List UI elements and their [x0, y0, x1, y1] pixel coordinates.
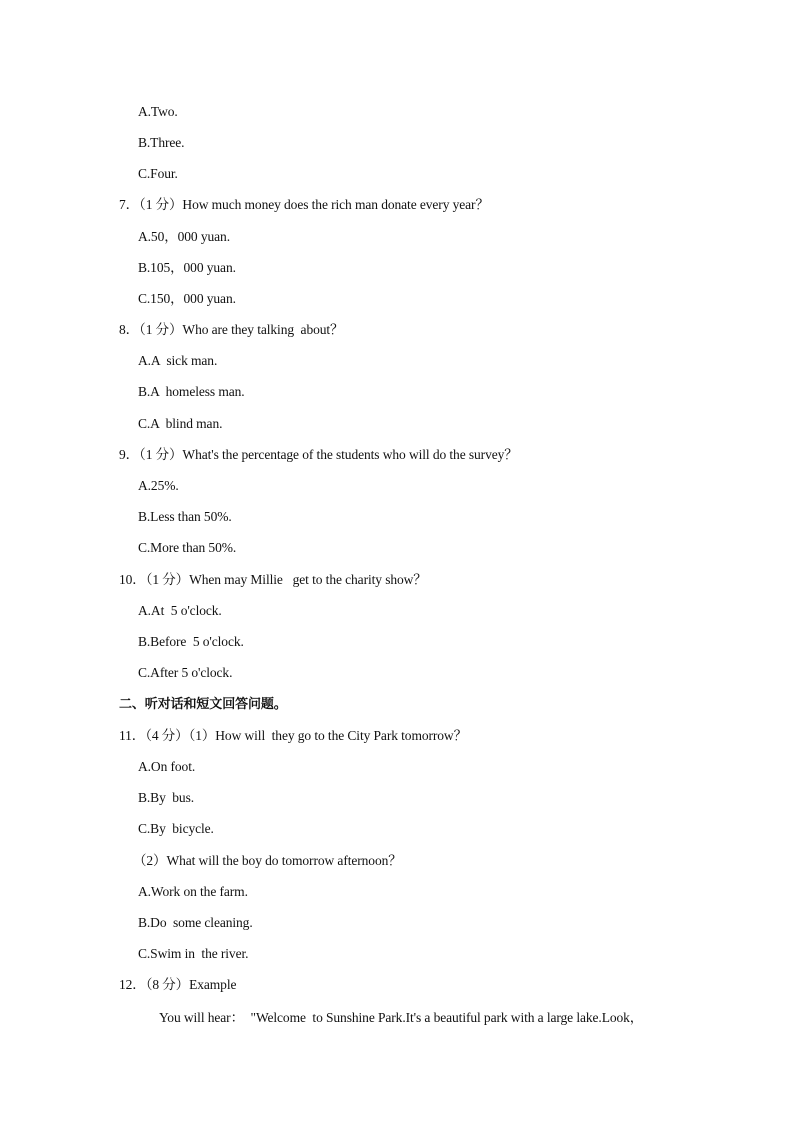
- q11-2-option-b: B.Do some cleaning.: [138, 915, 253, 930]
- question-10: 10．（1 分）When may Millie get to the charity show？: [119, 572, 427, 587]
- q8-option-b: B.A homeless man.: [138, 384, 245, 399]
- q9-option-b: B.Less than 50%.: [138, 509, 232, 524]
- q6-option-c: C.Four.: [138, 166, 178, 181]
- question-12: 12．（8 分）Example: [119, 977, 237, 992]
- q9-option-c: C.More than 50%.: [138, 540, 237, 555]
- q7-option-b: B.105，000 yuan.: [138, 260, 236, 275]
- q10-option-a: A.At 5 o'clock.: [138, 603, 222, 618]
- q8-option-c: C.A blind man.: [138, 416, 223, 431]
- q10-option-b: B.Before 5 o'clock.: [138, 634, 244, 649]
- section-heading: 二、听对话和短文回答问题。: [119, 697, 287, 712]
- q7-option-c: C.150，000 yuan.: [138, 291, 236, 306]
- q10-option-c: C.After 5 o'clock.: [138, 665, 233, 680]
- q11-1-option-c: C.By bicycle.: [138, 821, 214, 836]
- q11-1-option-a: A.On foot.: [138, 759, 196, 774]
- q12-example-text: You will hear： "Welcome to Sunshine Park.It's a beautiful park with a large lake.Look，: [159, 1010, 644, 1025]
- q11-2-option-c: C.Swim in the river.: [138, 946, 249, 961]
- question-11-part-2: （2）What will the boy do tomorrow afternoon？: [133, 853, 402, 868]
- q6-option-a: A.Two.: [138, 104, 178, 119]
- q6-option-b: B.Three.: [138, 135, 185, 150]
- q9-option-a: A.25%.: [138, 478, 179, 493]
- question-8: 8．（1 分）Who are they talking about？: [119, 322, 344, 337]
- q8-option-a: A.A sick man.: [138, 353, 218, 368]
- q11-2-option-a: A.Work on the farm.: [138, 884, 248, 899]
- question-9: 9．（1 分）What's the percentage of the students who will do the survey？: [119, 447, 518, 462]
- question-7: 7．（1 分）How much money does the rich man donate every year？: [119, 197, 489, 212]
- question-11-part-1: 11．（4 分）（1）How will they go to the City Park tomorrow？: [119, 728, 467, 743]
- q11-1-option-b: B.By bus.: [138, 790, 195, 805]
- q7-option-a: A.50，000 yuan.: [138, 229, 230, 244]
